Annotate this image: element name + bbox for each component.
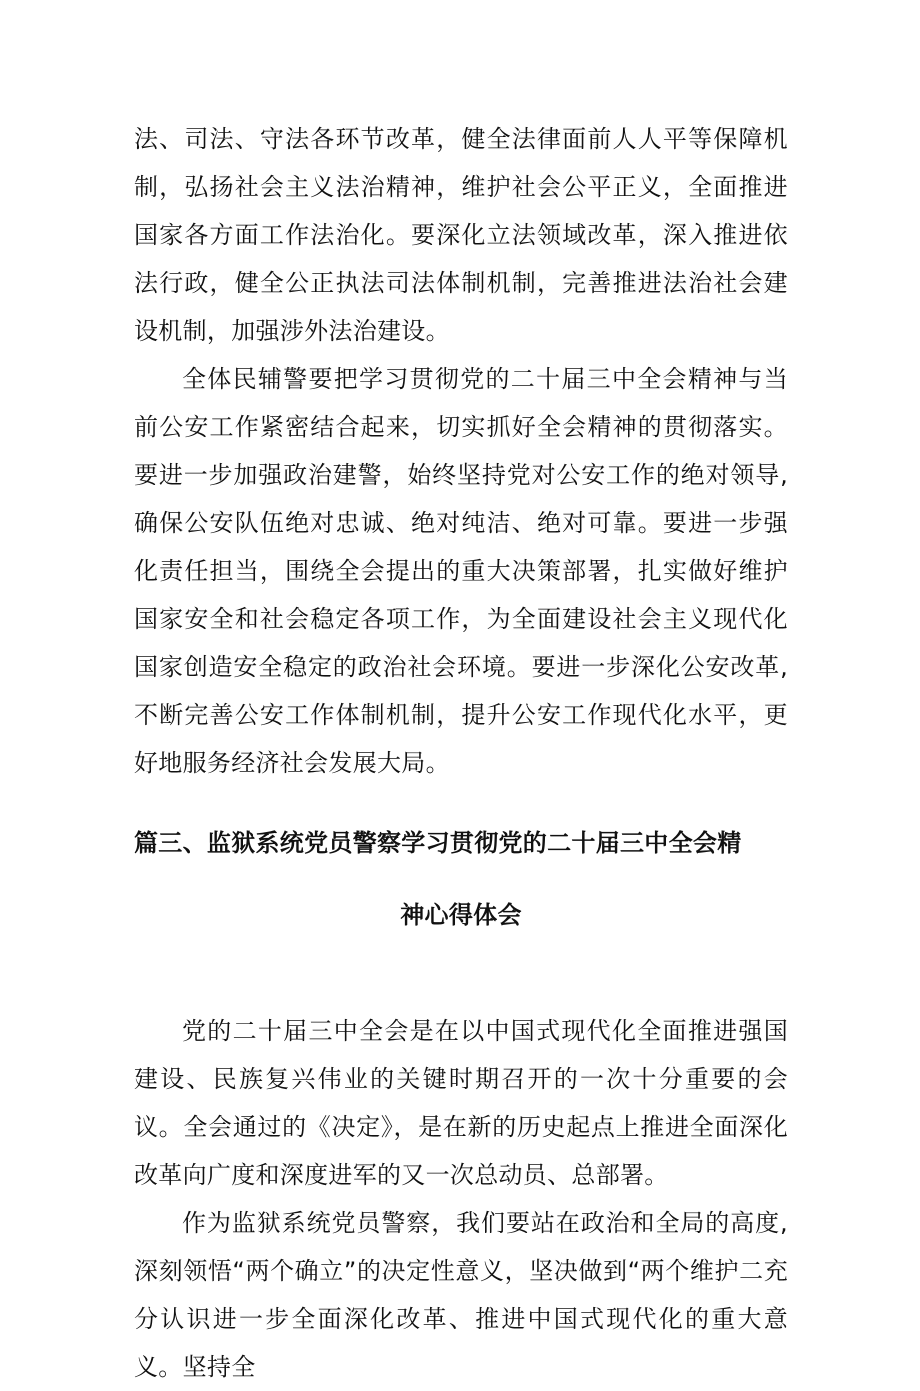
paragraph-continuation: 法、司法、守法各环节改革，健全法律面前人人平等保障机制，弘扬社会主义法治精神，维护社会公平正义，全面推进国家各方面工作法治化。要深化立法领域改革，深入推进依法行政，健全公正执法司法体制机制，完善推进法治社会建设机制，加强涉外法治建设。 bbox=[134, 125, 788, 345]
paragraph-plenum-intro: 党的二十届三中全会是在以中国式现代化全面推进强国建设、民族复兴伟业的关键时期召开的一次十分重要的会议。全会通过的《决定》，是在新的历史起点上推进全面深化改革向广度和深度进军的又一次总动员、总部署。 bbox=[134, 1017, 788, 1189]
document-page bbox=[134, 115, 788, 1391]
paragraph-police-work: 全体民辅警要把学习贯彻党的二十届三中全会精神与当前公安工作紧密结合起来，切实抓好全会精神的贯彻落实。要进一步加强政治建警，始终坚持党对公安工作的绝对领导,确保公安队伍绝对忠诚、绝对纯洁、绝对可靠。要进一步强化责任担当，围绕全会提出的重大决策部署，扎实做好维护国家安全和社会稳定各项工作，为全面建设社会主义现代化国家创造安全稳定的政治社会环境。要进一步深化公安改革,不断完善公安工作体制机制，提升公安工作现代化水平，更好地服务经济社会发展大局。 bbox=[134, 365, 788, 777]
section-title-line1: 篇三、监狱系统党员警察学习贯彻党的二十届三中全会精 bbox=[134, 829, 742, 857]
paragraph-prison-police: 作为监狱系统党员警察，我们要站在政治和全局的高度,深刻领悟“两个确立”的决定性意义，坚决做到“两个维护二充分认识进一步全面深化改革、推进中国式现代化的重大意义。坚持全 bbox=[134, 1209, 788, 1381]
section-title-line2: 神心得体会 bbox=[400, 901, 522, 929]
